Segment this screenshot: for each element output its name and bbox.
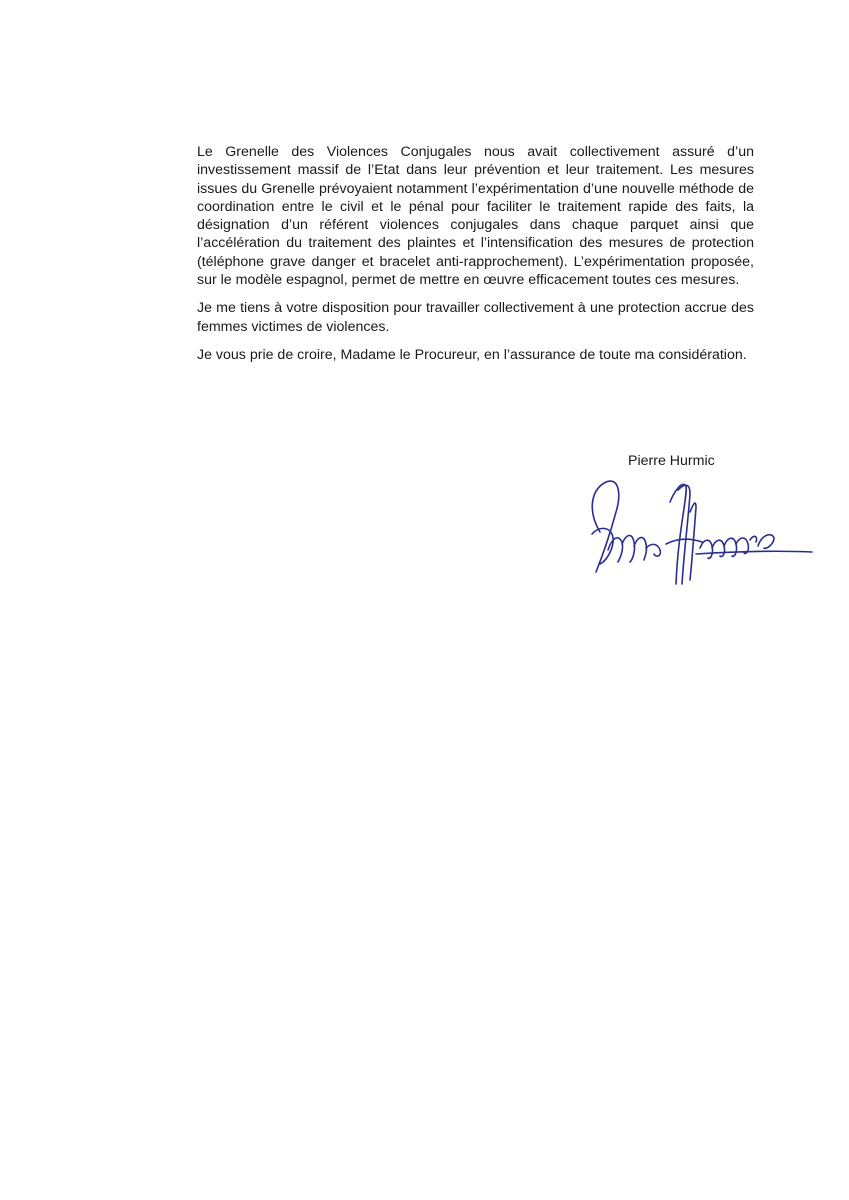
paragraph-grenelle: Le Grenelle des Violences Conjugales nous avait collectivement assuré d’un investissement massif de l’Etat dans leur prévention et leur traitement. Les mesures issues du Grenelle prévoyaient notamment l’expérimentation d’une nouvelle méthode de coordination entre le civil et le pénal pour faciliter le traitement rapide des faits, la désignation d’un référent violences conjugales dans chaque parquet ainsi que l’accélération du traitement des plaintes et l’intensification des mesures de protection (téléphone grave danger et bracelet anti-rapprochement). L’expérimentation proposée, sur le modèle espagnol, permet de mettre en œuvre efficacement toutes ces mesures. xyxy=(197,144,754,289)
paragraph-closing: Je vous prie de croire, Madame le Procureur, en l’assurance de toute ma considération. xyxy=(197,346,747,363)
letter-body xyxy=(197,143,754,374)
paragraph-disposition: Je me tiens à votre disposition pour travailler collectivement à une protection accrue des femmes victimes de violences. xyxy=(197,300,754,335)
signatory-name: Pierre Hurmic xyxy=(628,453,715,469)
handwritten-signature xyxy=(578,472,818,587)
